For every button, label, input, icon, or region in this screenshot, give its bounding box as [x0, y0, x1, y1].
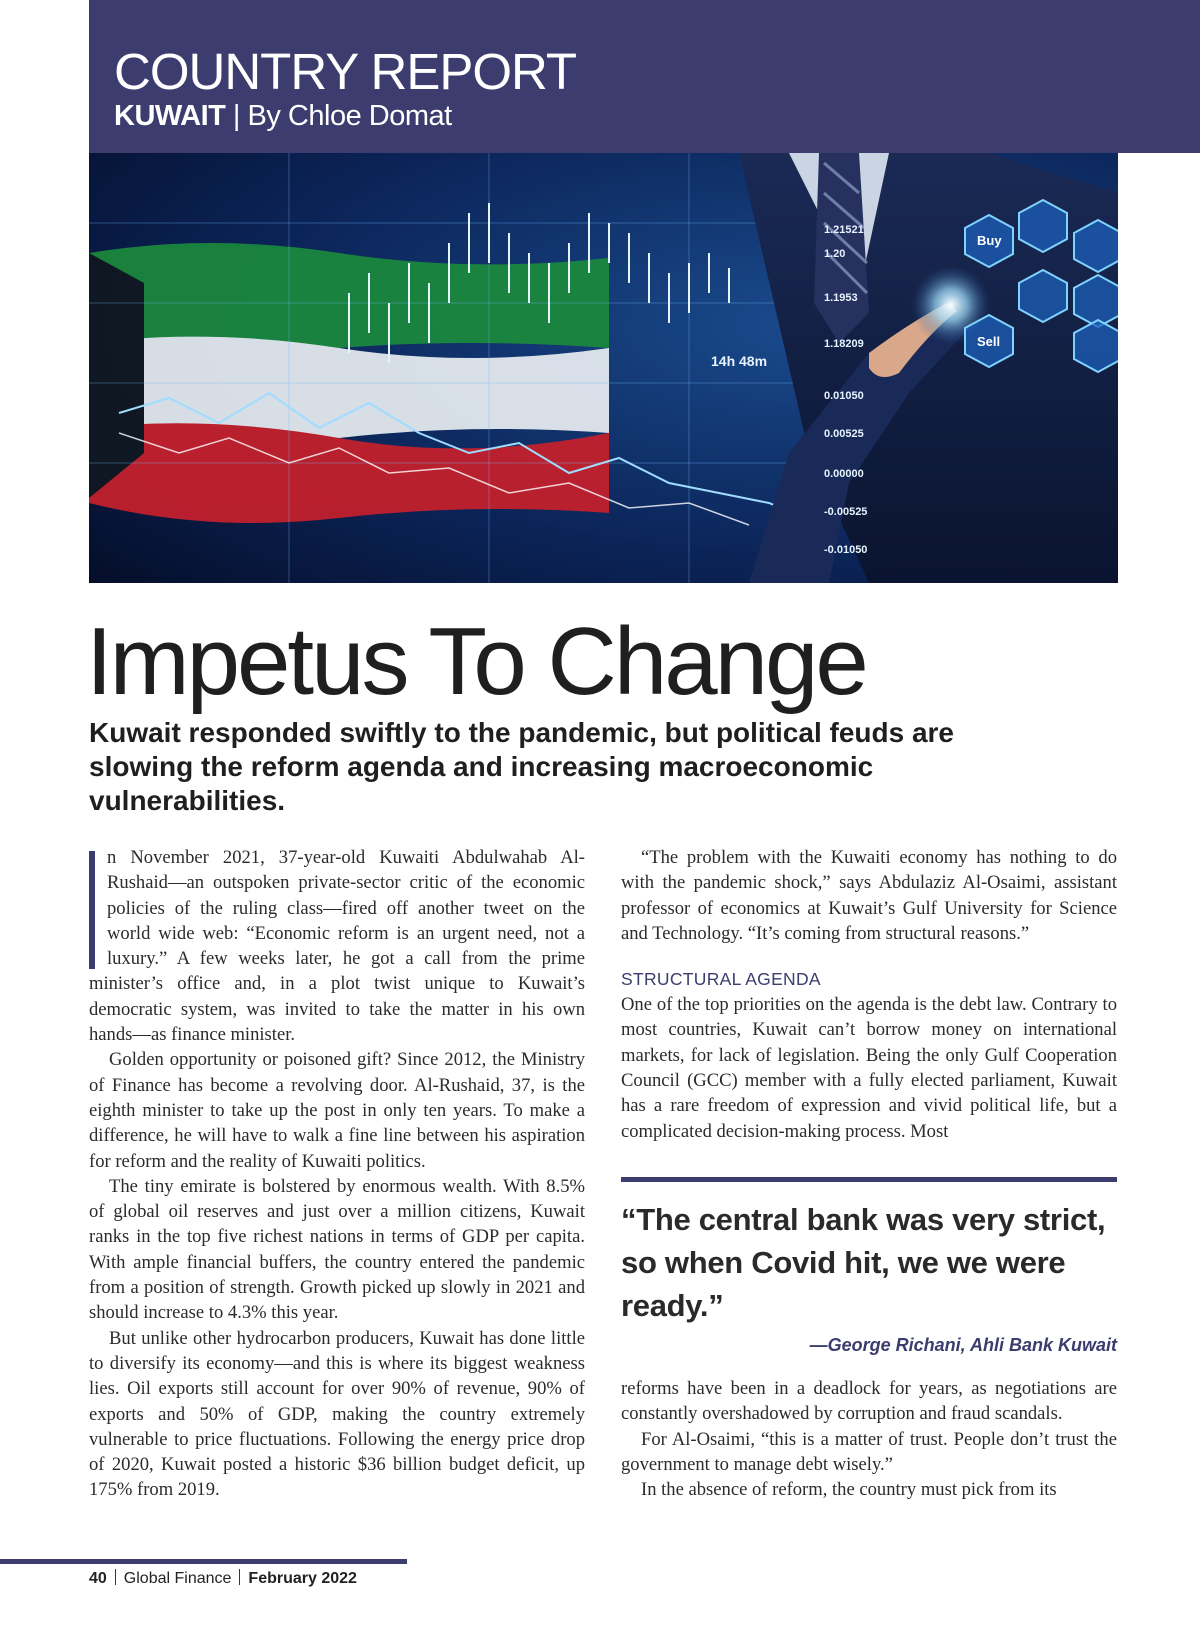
footer-separator — [115, 1569, 116, 1585]
report-banner — [89, 0, 1200, 153]
timer-label: 14h 48m — [711, 353, 768, 369]
country-label: KUWAIT — [114, 100, 226, 132]
body-paragraph: One of the top priorities on the agenda is the debt law. Contrary to most countries, Kuwait can’t borrow money on international markets, for lack of legislation. Being the only Gulf Cooperation Council (GCC) member with a fully elected parliament, Kuwait has a rare freedom of expression and vivid political life, but a complicated decision-making process. Most — [621, 994, 1117, 1142]
author-name: By Chloe Domat — [247, 100, 452, 132]
article-headline: Impetus To Change — [86, 608, 866, 715]
section-subhead: STRUCTURAL AGENDA — [621, 969, 821, 990]
tick-label: 0.01050 — [824, 390, 864, 402]
body-paragraph: For Al-Osaimi, “this is a matter of trust. People don’t trust the government to manage debt wisely.” — [621, 1428, 1117, 1475]
buy-label: Buy — [977, 233, 1002, 248]
tick-label: 0.00000 — [824, 468, 864, 480]
hero-illustration — [89, 153, 1118, 583]
body-paragraph — [89, 845, 585, 1047]
pull-quote — [621, 1177, 1117, 1356]
page-footer — [89, 1569, 357, 1588]
hero-image — [89, 153, 1118, 583]
byline-separator: | — [225, 100, 248, 132]
issue-date: February 2022 — [248, 1570, 357, 1587]
footer-rule — [0, 1559, 407, 1564]
tick-label: 0.00525 — [824, 428, 864, 440]
tick-label: -0.00525 — [824, 506, 868, 518]
right-column — [621, 845, 1117, 1144]
body-paragraph: “The problem with the Kuwaiti economy has nothing to do with the pandemic shock,” says Abdulaziz Al-Osaimi, assistant professor of economics at Kuwait’s Gulf University for Science and Technology. “It’s coming from structural reasons.” — [621, 847, 1117, 944]
body-paragraph: But unlike other hydrocarbon producers, Kuwait has done little to diversify its economy—and this is where its biggest weakness lies. Oil exports still account for over 90% of revenue, 90% of exports and 50% of GDP, making the country extremely vulnerable to price fluctuations. Following the energy price drop of 2020, Kuwait posted a historic $36 billion budget deficit, up 175% from 2019. — [89, 1327, 585, 1501]
publication-name: Global Finance — [123, 1570, 232, 1587]
footer-separator — [239, 1569, 240, 1585]
byline — [114, 99, 452, 133]
sell-label: Sell — [977, 334, 1001, 349]
body-paragraph: Golden opportunity or poisoned gift? Since 2012, the Ministry of Finance has become a revolving door. Al-Rushaid, 37, is the eighth minister to take up the post in only ten years. To make a difference, he will have to walk a fine line between his aspiration for reform and the reality of Kuwaiti politics. — [89, 1049, 585, 1172]
tick-label: -0.01050 — [824, 544, 868, 556]
article-deck: Kuwait responded swiftly to the pandemic, but political feuds are slowing the reform agenda and increasing macroeconomic vulnerabilities. — [89, 717, 955, 816]
body-paragraph: reforms have been in a deadlock for years, as negotiations are constantly overshadowed by corruption and fraud scandals. — [621, 1378, 1117, 1425]
left-column — [89, 845, 585, 1503]
right-column-continued — [621, 1376, 1117, 1502]
section-kicker: COUNTRY REPORT — [114, 43, 577, 100]
tick-label: 1.21521 — [824, 224, 864, 236]
page-number: 40 — [89, 1570, 107, 1587]
dropcap-bar — [89, 851, 95, 969]
paragraph-text: n November 2021, 37-year-old Kuwaiti Abdulwahab Al-Rushaid—an outspoken private-sector critic of the economic policies of the ruling class—fired off another tweet on the world wide web: “Economic reform is an urgent need, not a luxury.” A few weeks later, he got a call from the prime minister’s office and, in a plot twist unique to Kuwait’s democratic system, was invited to take the matter in his own hands—as finance minister. — [89, 847, 585, 1046]
tick-label: 1.1953 — [824, 292, 858, 304]
tick-label: 1.18209 — [824, 338, 864, 350]
tick-label: 1.20 — [824, 248, 846, 260]
pull-quote-text: “The central bank was very strict, so when Covid hit, we we were ready.” — [621, 1202, 1106, 1323]
body-paragraph: In the absence of reform, the country must pick from its — [641, 1479, 1057, 1501]
body-paragraph: The tiny emirate is bolstered by enormous wealth. With 8.5% of global oil reserves and just over a million citizens, Kuwait ranks in the top five richest nations in terms of GDP per capita. With ample financial buffers, the country entered the pandemic from a position of strength. Growth picked up slowly in 2021 and should increase to 4.3% this year. — [89, 1175, 585, 1324]
pull-quote-attribution: —George Richani, Ahli Bank Kuwait — [809, 1335, 1117, 1355]
